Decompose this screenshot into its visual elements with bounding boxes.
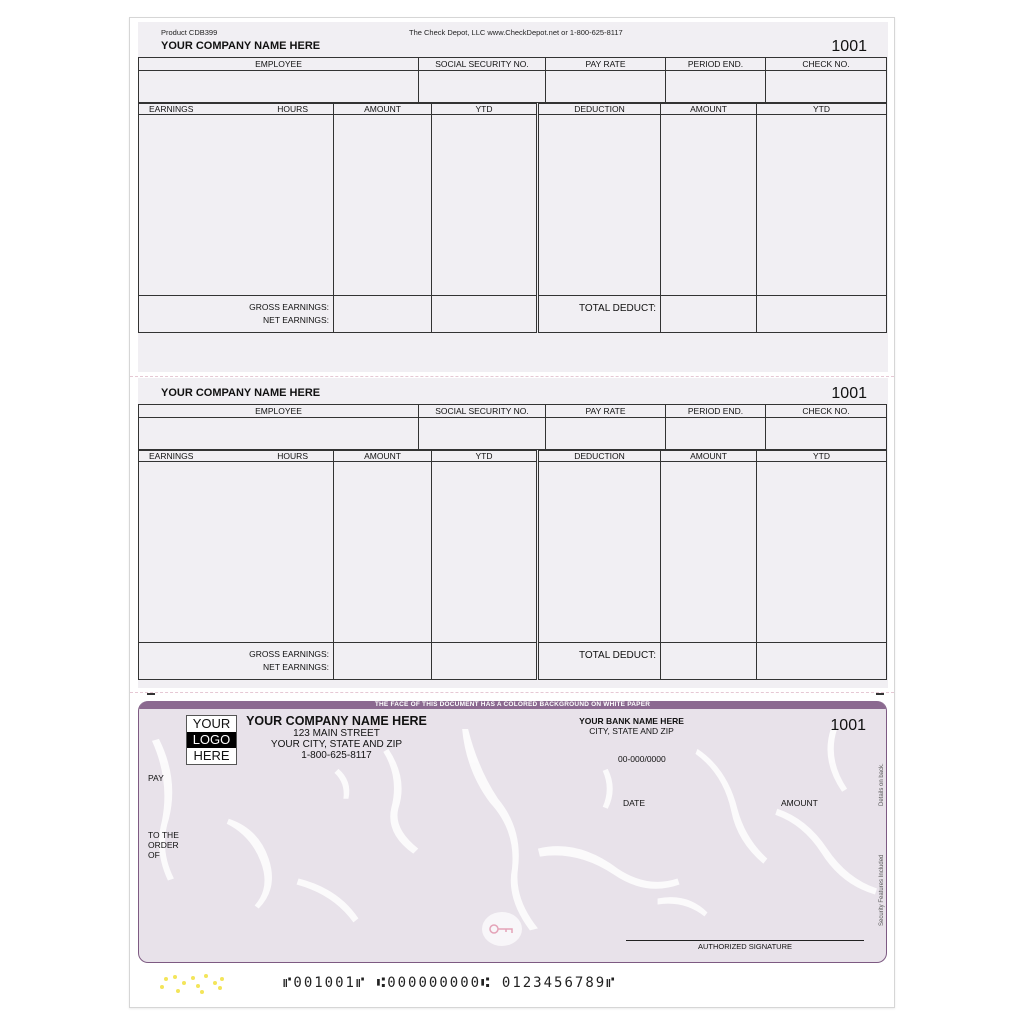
- order-line-1: TO THE: [148, 830, 179, 840]
- period-end-value: [666, 418, 766, 450]
- col-ssn: SOCIAL SECURITY NO.: [419, 405, 546, 418]
- col-earnings: EARNINGS: [139, 451, 236, 462]
- col-check-no: CHECK NO.: [766, 58, 887, 71]
- period-end-value: [666, 71, 766, 103]
- payer-phone: 1-800-625-8117: [301, 750, 372, 761]
- col-amount: AMOUNT: [334, 104, 432, 115]
- col-deduction: DEDUCTION: [538, 451, 661, 462]
- order-line-2: ORDER: [148, 840, 179, 850]
- heat-sensitive-key-icon: [479, 909, 525, 949]
- deduction-ytd-cell: [757, 115, 887, 296]
- check-face: [138, 701, 887, 963]
- security-features-note: [877, 758, 891, 928]
- company-logo-placeholder: [186, 715, 237, 765]
- employee-value: [139, 418, 419, 450]
- stub-earnings-table: [138, 103, 887, 333]
- date-label: DATE: [623, 798, 646, 808]
- security-features-text: Security Features Included: [879, 854, 885, 926]
- amount-cell: [334, 462, 432, 643]
- pay-rate-value: [546, 71, 666, 103]
- stub-check-number: 1001: [831, 385, 867, 402]
- ssn-value: [419, 418, 546, 450]
- amount-label: AMOUNT: [781, 798, 818, 808]
- check-no-value: [766, 71, 887, 103]
- col-check-no: CHECK NO.: [766, 405, 887, 418]
- bank-block: [549, 716, 714, 736]
- stub-earnings-table: [138, 450, 887, 680]
- stub-check-number: 1001: [831, 38, 867, 55]
- col-pay-rate: PAY RATE: [546, 405, 666, 418]
- check-no-value: [766, 418, 887, 450]
- deduction-amount-cell: [661, 462, 757, 643]
- ytd-cell: [432, 115, 538, 296]
- total-deduct-amount: [661, 643, 757, 680]
- col-ytd: YTD: [432, 451, 538, 462]
- total-deduct-ytd: [757, 296, 887, 333]
- col-ssn: SOCIAL SECURITY NO.: [419, 58, 546, 71]
- logo-line-2: LOGO: [187, 732, 236, 748]
- earnings-cell: [139, 115, 334, 296]
- deduction-ytd-cell: [757, 462, 887, 643]
- col-deduction-amount: AMOUNT: [661, 104, 757, 115]
- check-number: 1001: [830, 717, 866, 734]
- bank-name: YOUR BANK NAME HERE: [579, 716, 684, 726]
- gross-amount-cell: [334, 643, 432, 680]
- gross-ytd-cell: [432, 296, 538, 333]
- ytd-cell: [432, 462, 538, 643]
- gross-earnings-label: GROSS EARNINGS:: [249, 649, 329, 659]
- amount-cell: [334, 115, 432, 296]
- deduction-cell: [538, 115, 661, 296]
- authorized-signature-label: AUTHORIZED SIGNATURE: [697, 942, 793, 951]
- col-amount: AMOUNT: [334, 451, 432, 462]
- ssn-value: [419, 71, 546, 103]
- perforation-mark-right: [876, 693, 884, 695]
- col-ytd: YTD: [432, 104, 538, 115]
- col-employee: EMPLOYEE: [139, 58, 419, 71]
- col-hours: HOURS: [236, 104, 334, 115]
- earnings-cell: [139, 462, 334, 643]
- col-pay-rate: PAY RATE: [546, 58, 666, 71]
- net-earnings-label: NET EARNINGS:: [263, 315, 329, 325]
- col-period-end: PERIOD END.: [666, 58, 766, 71]
- perforation-mark-left: [147, 693, 155, 695]
- order-label: [148, 830, 179, 860]
- col-period-end: PERIOD END.: [666, 405, 766, 418]
- logo-line-1: YOUR: [192, 716, 231, 731]
- gross-earnings-label: GROSS EARNINGS:: [249, 302, 329, 312]
- gross-amount-cell: [334, 296, 432, 333]
- col-hours: HOURS: [236, 451, 334, 462]
- details-on-back-text: Details on back.: [879, 763, 885, 806]
- payer-city: YOUR CITY, STATE AND ZIP: [270, 739, 403, 750]
- perforation-2: [130, 692, 894, 693]
- total-deduct-label: TOTAL DEDUCT:: [538, 643, 661, 680]
- perforation-1: [130, 376, 894, 377]
- gross-net-labels: [139, 643, 334, 680]
- stub-info-table: [138, 404, 887, 450]
- pay-label: PAY: [148, 773, 164, 783]
- vendor-line: The Check Depot, LLC www.CheckDepot.net or 1-800-625-8117: [409, 28, 623, 37]
- col-deduction-ytd: YTD: [757, 104, 887, 115]
- deduction-amount-cell: [661, 115, 757, 296]
- signature-line[interactable]: [626, 940, 864, 941]
- payroll-check-document: [129, 17, 895, 1008]
- pay-rate-value: [546, 418, 666, 450]
- deduction-cell: [538, 462, 661, 643]
- col-earnings: EARNINGS: [139, 104, 236, 115]
- security-stars-icon: [158, 973, 238, 995]
- payer-address-block: [239, 715, 434, 761]
- total-deduct-ytd: [757, 643, 887, 680]
- employee-value: [139, 71, 419, 103]
- bank-city: CITY, STATE AND ZIP: [589, 726, 674, 736]
- col-employee: EMPLOYEE: [139, 405, 419, 418]
- total-deduct-label: TOTAL DEDUCT:: [538, 296, 661, 333]
- stub-company-name: YOUR COMPANY NAME HERE: [161, 387, 321, 399]
- gross-ytd-cell: [432, 643, 538, 680]
- routing-fraction: 00-000/0000: [618, 754, 666, 764]
- net-earnings-label: NET EARNINGS:: [263, 662, 329, 672]
- stub-info-table: [138, 57, 887, 103]
- gross-net-labels: [139, 296, 334, 333]
- stub-company-name: YOUR COMPANY NAME HERE: [161, 40, 321, 52]
- col-deduction-ytd: YTD: [757, 451, 887, 462]
- payer-company-name: YOUR COMPANY NAME HERE: [246, 714, 427, 728]
- micr-line: ⑈001001⑈ ⑆000000000⑆ 0123456789⑈: [283, 975, 617, 991]
- col-deduction: DEDUCTION: [538, 104, 661, 115]
- product-code: Product CDB399: [161, 28, 218, 37]
- col-deduction-amount: AMOUNT: [661, 451, 757, 462]
- payer-street: 123 MAIN STREET: [293, 728, 380, 739]
- logo-line-3: HERE: [193, 748, 230, 763]
- total-deduct-amount: [661, 296, 757, 333]
- security-band: THE FACE OF THIS DOCUMENT HAS A COLORED BACKGROUND ON WHITE PAPER: [139, 701, 886, 709]
- order-line-3: OF: [148, 850, 160, 860]
